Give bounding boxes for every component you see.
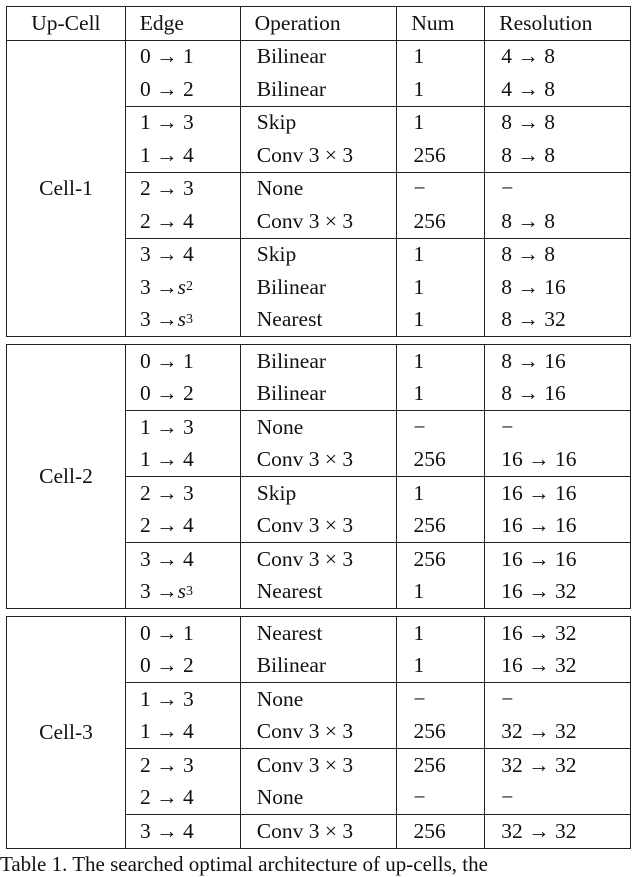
edge-group	[125, 106, 630, 172]
num-cell: 256	[396, 716, 484, 749]
edge-cell: 2 → 4	[125, 782, 240, 815]
edge-cell: 0 → 2	[125, 73, 240, 106]
up-cell-name: Cell-1	[39, 175, 93, 200]
resolution-cell: 32 → 32	[484, 749, 630, 782]
resolution-cell: 16 → 16	[484, 477, 630, 510]
up-cell-block	[6, 41, 631, 338]
table-row	[125, 271, 630, 304]
edge-cell: 3 → s 3	[125, 576, 240, 609]
resolution-cell: 8 → 16	[484, 271, 630, 304]
table-row	[125, 510, 630, 543]
table-row	[125, 41, 630, 74]
edge-cell: 2 → 3	[125, 749, 240, 782]
operation-cell: Skip	[240, 107, 397, 140]
resolution-cell: −	[484, 683, 630, 716]
operation-cell: Conv 3 × 3	[240, 716, 397, 749]
table-row	[125, 683, 630, 716]
num-cell: 256	[396, 510, 484, 543]
edge-group	[125, 748, 630, 814]
operation-cell: Conv 3 × 3	[240, 815, 397, 848]
edge-group	[125, 41, 630, 106]
num-cell: 1	[396, 650, 484, 683]
operation-cell: Bilinear	[240, 41, 397, 74]
resolution-cell: 8 → 32	[484, 304, 630, 337]
table-row	[125, 304, 630, 337]
resolution-cell: 8 → 8	[484, 239, 630, 272]
edge-cell: 0 → 1	[125, 41, 240, 74]
num-cell: 256	[396, 205, 484, 238]
resolution-cell: 32 → 32	[484, 716, 630, 749]
table-row	[125, 173, 630, 206]
operation-cell: Conv 3 × 3	[240, 205, 397, 238]
operation-cell: None	[240, 173, 397, 206]
num-cell: 1	[396, 378, 484, 411]
edge-group	[125, 542, 630, 608]
resolution-cell: 16 → 32	[484, 576, 630, 609]
edge-cell: 2 → 4	[125, 510, 240, 543]
resolution-cell: 16 → 32	[484, 617, 630, 650]
header-resolution: Resolution	[484, 7, 630, 40]
operation-cell: Bilinear	[240, 650, 397, 683]
resolution-cell: −	[484, 173, 630, 206]
up-cell-block	[6, 344, 631, 609]
edge-cell: 1 → 4	[125, 139, 240, 172]
num-cell: −	[396, 173, 484, 206]
operation-cell: Conv 3 × 3	[240, 444, 397, 477]
edge-group	[125, 238, 630, 337]
edge-group	[125, 814, 630, 848]
table-row	[125, 205, 630, 238]
table-row	[125, 477, 630, 510]
table-row	[125, 239, 630, 272]
num-cell: 1	[396, 41, 484, 74]
edge-cell: 1 → 3	[125, 683, 240, 716]
resolution-cell: −	[484, 782, 630, 815]
num-cell: 1	[396, 239, 484, 272]
edge-group	[125, 476, 630, 542]
operation-cell: Nearest	[240, 304, 397, 337]
operation-cell: Bilinear	[240, 345, 397, 378]
edge-cell: 3 → 4	[125, 239, 240, 272]
edge-cell: 0 → 2	[125, 650, 240, 683]
edge-cell: 0 → 1	[125, 345, 240, 378]
resolution-cell: 4 → 8	[484, 41, 630, 74]
num-cell: −	[396, 411, 484, 444]
resolution-cell: −	[484, 411, 630, 444]
edge-cell: 3 → s 2	[125, 271, 240, 304]
operation-cell: Conv 3 × 3	[240, 510, 397, 543]
table-row	[125, 73, 630, 106]
num-cell: −	[396, 683, 484, 716]
operation-cell: Conv 3 × 3	[240, 543, 397, 576]
resolution-cell: 8 → 8	[484, 107, 630, 140]
num-cell: 256	[396, 815, 484, 848]
resolution-cell: 16 → 32	[484, 650, 630, 683]
num-cell: 1	[396, 617, 484, 650]
num-cell: 1	[396, 576, 484, 609]
operation-cell: Skip	[240, 477, 397, 510]
table-row	[125, 139, 630, 172]
operation-cell: Nearest	[240, 617, 397, 650]
table-row	[125, 617, 630, 650]
operation-cell: Conv 3 × 3	[240, 749, 397, 782]
table-caption: Table 1. The searched optimal architecture of up-cells, the	[0, 852, 488, 876]
header-edge: Edge	[125, 7, 240, 40]
table-row	[125, 716, 630, 749]
edge-group	[125, 345, 630, 410]
edge-group	[125, 410, 630, 476]
table-row	[125, 782, 630, 815]
resolution-cell: 8 → 8	[484, 205, 630, 238]
num-cell: −	[396, 782, 484, 815]
header-num: Num	[396, 7, 484, 40]
operation-cell: None	[240, 782, 397, 815]
num-cell: 256	[396, 749, 484, 782]
resolution-cell: 16 → 16	[484, 444, 630, 477]
resolution-cell: 8 → 16	[484, 345, 630, 378]
table-row	[125, 543, 630, 576]
edge-cell: 2 → 3	[125, 477, 240, 510]
num-cell: 1	[396, 304, 484, 337]
num-cell: 1	[396, 345, 484, 378]
edge-cell: 1 → 4	[125, 444, 240, 477]
num-cell: 256	[396, 444, 484, 477]
header-operation: Operation	[240, 7, 397, 40]
resolution-cell: 32 → 32	[484, 815, 630, 848]
num-cell: 1	[396, 477, 484, 510]
up-cell-name: Cell-2	[39, 464, 93, 488]
resolution-cell: 8 → 16	[484, 378, 630, 411]
edge-cell: 1 → 4	[125, 716, 240, 749]
resolution-cell: 16 → 16	[484, 543, 630, 576]
table-header-row	[6, 6, 631, 41]
edge-group	[125, 172, 630, 238]
resolution-cell: 4 → 8	[484, 73, 630, 106]
table-row	[125, 345, 630, 378]
edge-cell: 1 → 3	[125, 411, 240, 444]
operation-cell: None	[240, 683, 397, 716]
operation-cell: Skip	[240, 239, 397, 272]
operation-cell: None	[240, 411, 397, 444]
up-cell-block	[6, 616, 631, 849]
table-row	[125, 444, 630, 477]
num-cell: 256	[396, 543, 484, 576]
num-cell: 256	[396, 139, 484, 172]
edge-group	[125, 682, 630, 748]
operation-cell: Conv 3 × 3	[240, 139, 397, 172]
operation-cell: Bilinear	[240, 271, 397, 304]
edge-cell: 1 → 3	[125, 107, 240, 140]
table-row	[125, 378, 630, 411]
edge-cell: 2 → 4	[125, 205, 240, 238]
num-cell: 1	[396, 73, 484, 106]
edge-cell: 3 → 4	[125, 543, 240, 576]
operation-cell: Bilinear	[240, 73, 397, 106]
operation-cell: Nearest	[240, 576, 397, 609]
edge-cell: 2 → 3	[125, 173, 240, 206]
num-cell: 1	[396, 271, 484, 304]
num-cell: 1	[396, 107, 484, 140]
table-row	[125, 815, 630, 848]
operation-cell: Bilinear	[240, 378, 397, 411]
header-up-cell: Up-Cell	[31, 10, 101, 35]
resolution-cell: 16 → 16	[484, 510, 630, 543]
edge-cell: 0 → 2	[125, 378, 240, 411]
architecture-table	[6, 6, 631, 849]
up-cell-name: Cell-3	[39, 719, 93, 744]
table-row	[125, 411, 630, 444]
edge-cell: 3 → 4	[125, 815, 240, 848]
table-row	[125, 107, 630, 140]
table-row	[125, 576, 630, 609]
table-row	[125, 650, 630, 683]
table-row	[125, 749, 630, 782]
resolution-cell: 8 → 8	[484, 139, 630, 172]
edge-group	[125, 617, 630, 682]
edge-cell: 0 → 1	[125, 617, 240, 650]
edge-cell: 3 → s 3	[125, 304, 240, 337]
table-body	[6, 41, 631, 849]
